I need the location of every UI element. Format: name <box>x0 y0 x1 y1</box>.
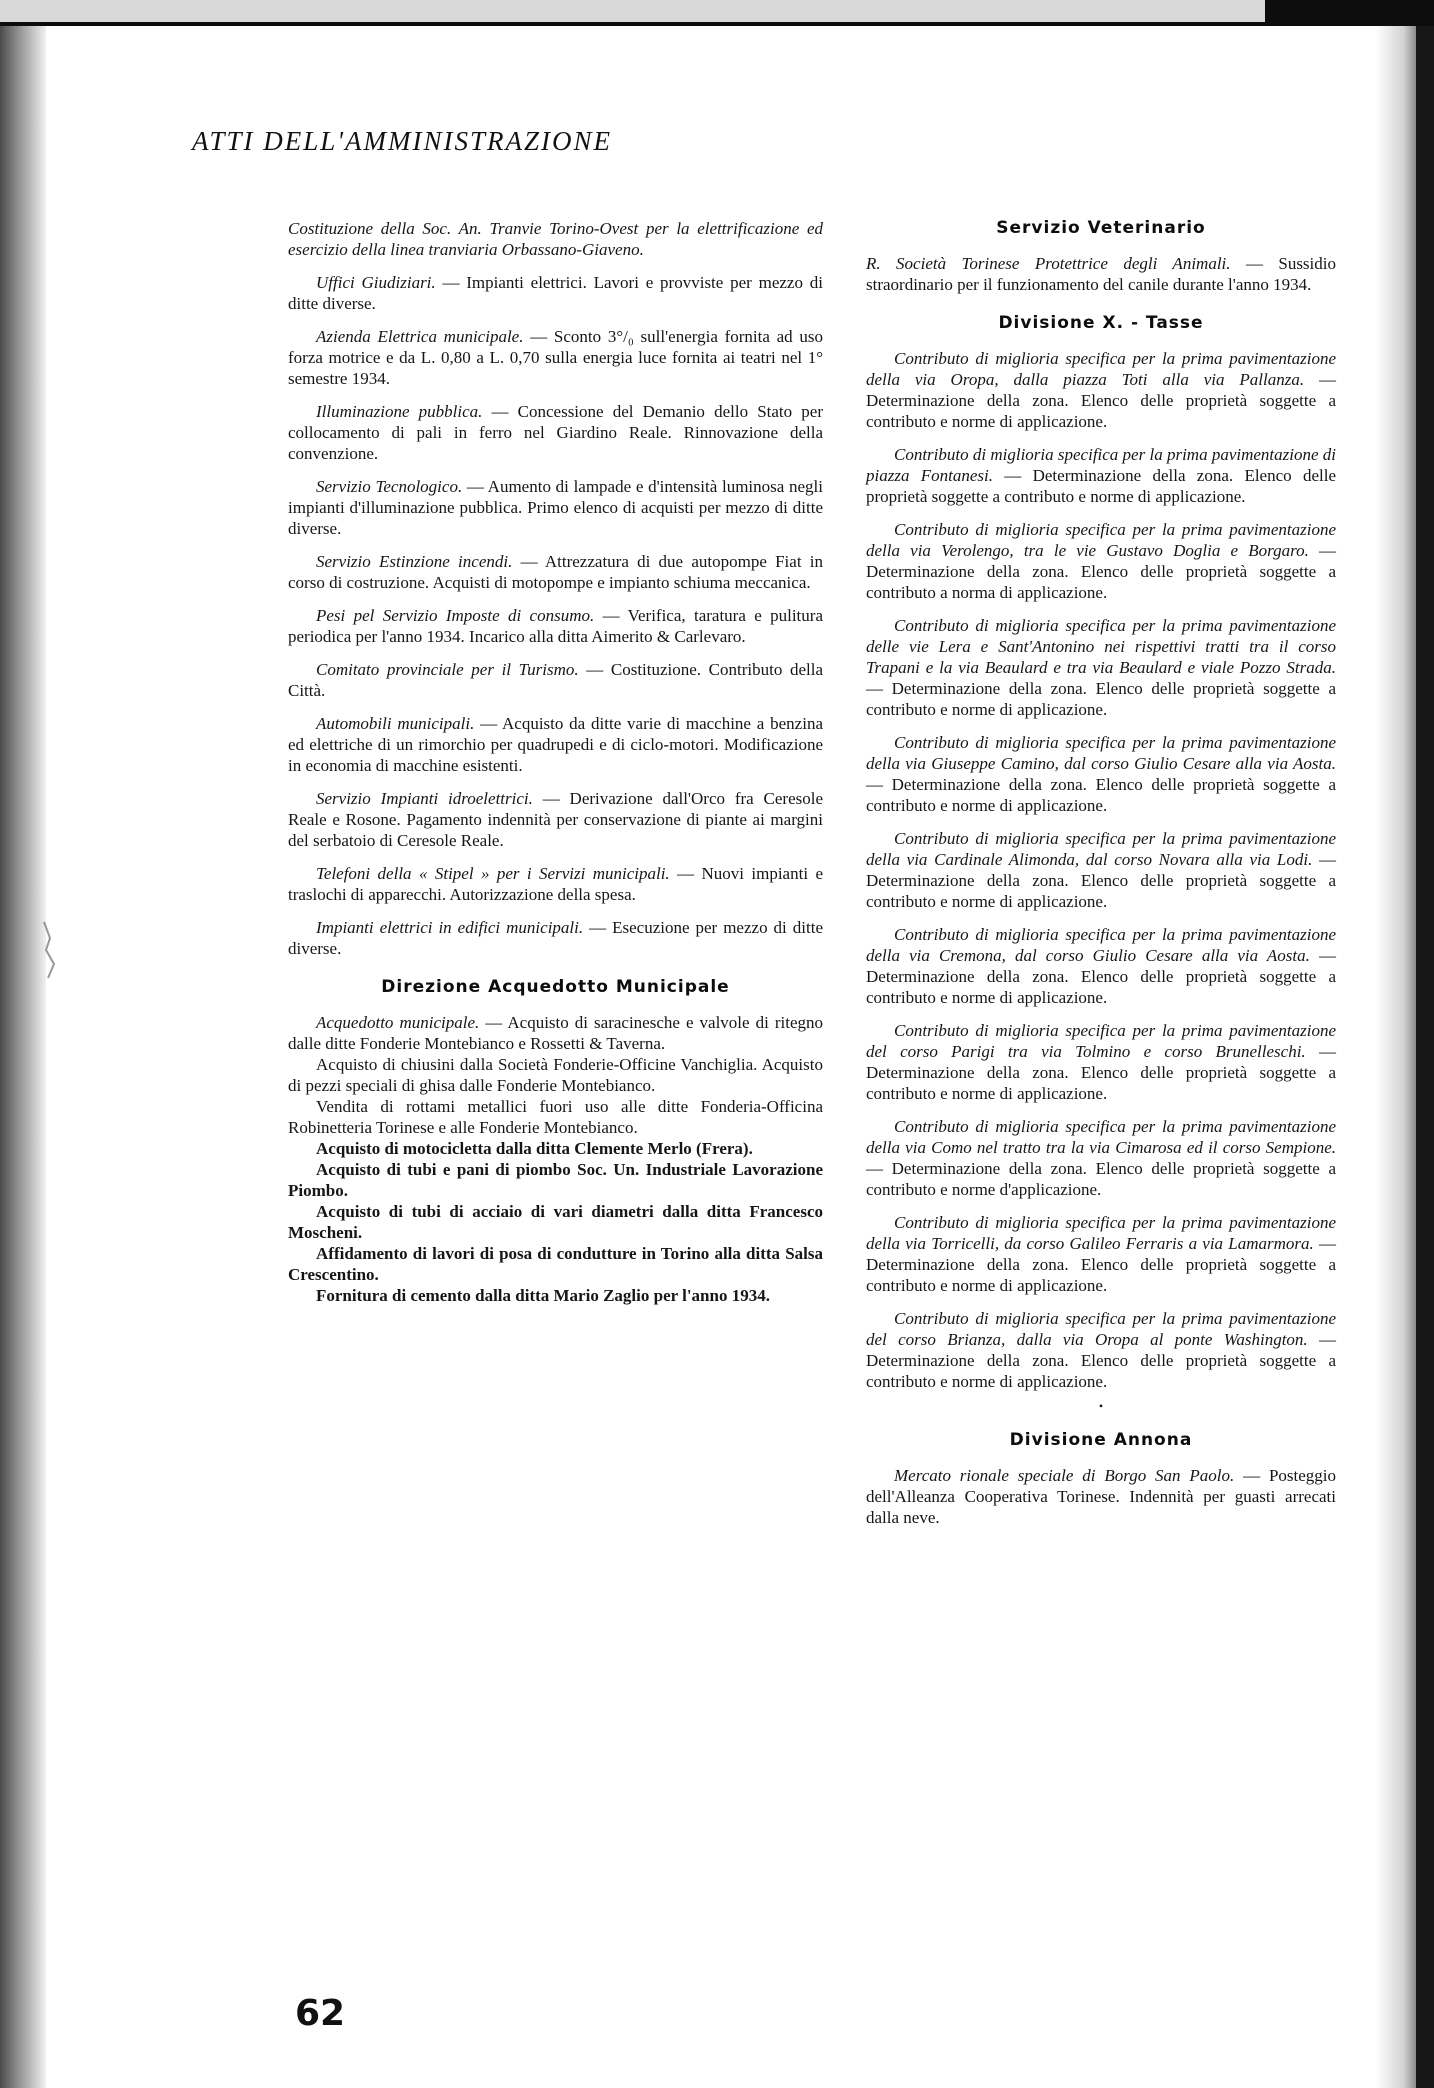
entry-lead: Impianti elettrici in edifici municipali. <box>316 918 584 937</box>
entry-text: — Nuovi impianti e traslochi di apparecchi. Autorizzazione della spesa. <box>288 864 823 904</box>
entry <box>288 605 823 647</box>
entry <box>866 1020 1336 1104</box>
entry <box>288 788 823 851</box>
section-heading-annona: Divisione Annona <box>1009 1430 1193 1450</box>
entry-lead: Contributo di miglioria specifica per la prima pavimentazione della via Verolengo, tra le vie Gustavo Doglia e Borgaro. <box>866 520 1336 560</box>
entry-lead: Acquedotto municipale. <box>316 1013 480 1032</box>
entry-text: — Determinazione della zona. Elenco delle proprietà soggette a contributo e norme di applicazione. <box>866 370 1336 431</box>
entry-lead: Contributo di miglioria specifica per la prima pavimentazione della via Torricelli, da corso Galileo Ferraris a via Lamarmora. <box>866 1213 1336 1253</box>
entry <box>288 1012 823 1054</box>
entry-lead: Uffici Giudiziari. <box>316 273 436 292</box>
entry <box>288 476 823 539</box>
entry-lead: Mercato rionale speciale di Borgo San Paolo. <box>894 1466 1235 1485</box>
entry-text: — Determinazione della zona. Elenco delle proprietà soggette a contributo e norme di applicazione. <box>866 850 1336 911</box>
scan-top-border <box>0 0 1434 26</box>
scan-right-border <box>1416 26 1434 2088</box>
entry-text: — Costituzione. Contributo della Città. <box>288 660 823 700</box>
entry-text: — Determinazione della zona. Elenco delle proprietà soggette a contributo e norme di applicazione. <box>866 1042 1336 1103</box>
list-item: Acquisto di motocicletta dalla ditta Clemente Merlo (Frera). <box>316 1139 753 1158</box>
entry-lead: Automobili municipali. <box>316 714 475 733</box>
entry-lead: Servizio Impianti idroelettrici. <box>316 789 533 808</box>
entry-text: — Sussidio straordinario per il funzionamento del canile durante l'anno 1934. <box>866 254 1336 294</box>
entry-lead: Contributo di miglioria specifica per la prima pavimentazione della via Como nel tratto tra la via Cimarosa ed il corso Sempione. <box>866 1117 1336 1157</box>
running-head: ATTI DELL'AMMINISTRAZIONE <box>192 126 613 156</box>
entry-lead: Telefoni della « Stipel » per i Servizi municipali. <box>316 864 670 883</box>
entry-lead: Contributo di miglioria specifica per la prima pavimentazione del corso Parigi tra via Tolmino e corso Brunelleschi. <box>866 1021 1336 1061</box>
entry <box>866 732 1336 816</box>
entry <box>866 615 1336 720</box>
entry <box>288 659 823 701</box>
entry-text: — Determinazione della zona. Elenco delle proprietà soggette a contributo e norme di applicazione. <box>866 1234 1337 1295</box>
entry <box>288 272 823 314</box>
entry-lead: Comitato provinciale per il Turismo. <box>316 660 579 679</box>
entry-lead: Contributo di miglioria specifica per la prima pavimentazione del corso Brianza, dalla via Oropa al ponte Washington. <box>866 1309 1336 1349</box>
list-item: Fornitura di cemento dalla ditta Mario Zaglio per l'anno 1934. <box>316 1286 770 1305</box>
entry-lead: Contributo di miglioria specifica per la prima pavimentazione della via Oropa, dalla piazza Toti alla via Pallanza. <box>866 349 1336 389</box>
entry-text: — Determinazione della zona. Elenco delle proprietà soggette a contributo e norme di applicazione. <box>866 679 1336 719</box>
page-mark <box>40 920 62 980</box>
entry-lead: Pesi pel Servizio Imposte di consumo. <box>316 606 595 625</box>
entry <box>288 713 823 776</box>
entry-text: — Attrezzatura di due autopompe Fiat in corso di costruzione. Acquisti di motopompe e impianto schiuma meccanica. <box>288 552 823 592</box>
entry-text: — Acquisto da ditte varie di macchine a benzina ed elettriche di un rimorchio per quadrupedi e di ciclo-motori. Modificazione in economia di macchine esistenti. <box>288 714 823 775</box>
section-heading-tasse: Divisione X. - Tasse <box>998 313 1204 333</box>
entry <box>866 253 1336 295</box>
entry-lead: Contributo di miglioria specifica per la prima pavimentazione della via Cremona, dal corso Giulio Cesare alla via Aosta. <box>866 925 1336 965</box>
entry-lead: Costituzione della Soc. An. Tranvie Torino-Ovest per la elettrificazione ed esercizio della linea tranviaria Orbassano-Giaveno. <box>288 219 823 259</box>
entry <box>866 348 1336 432</box>
right-column <box>866 218 1336 1540</box>
entry-lead: Illuminazione pubblica. <box>316 402 483 421</box>
entry-text: — Acquisto di saracinesche e valvole di ritegno dalle ditte Fonderie Montebianco e Rossetti & Taverna. <box>288 1013 823 1053</box>
list-item: Vendita di rottami metallici fuori uso alle ditte Fonderia-Officina Robinetteria Torinese e alle Fonderie Montebianco. <box>288 1097 823 1137</box>
list-item: Acquisto di chiusini dalla Società Fonderie-Officine Vanchiglia. Acquisto di pezzi speciali di ghisa dalle Fonderie Montebianco. <box>288 1055 823 1095</box>
entry-text: — Aumento di lampade e d'intensità luminosa negli impianti d'illuminazione pubblica. Primo elenco di acquisti per mezzo di ditte diverse. <box>288 477 823 538</box>
entry <box>866 1465 1336 1528</box>
entry <box>288 917 823 959</box>
entry-text: — Determinazione della zona. Elenco delle proprietà soggette a contributo a norma di applicazione. <box>866 541 1337 602</box>
entry-lead: Contributo di miglioria specifica per la prima pavimentazione di piazza Fontanesi. <box>866 445 1336 485</box>
entry <box>288 401 823 464</box>
entry <box>866 924 1336 1008</box>
entry-lead: R. Società Torinese Protettrice degli Animali. <box>866 254 1231 273</box>
section-heading-acquedotto: Direzione Acquedotto Municipale <box>381 977 730 997</box>
page-number: 62 <box>295 1993 346 2034</box>
entry <box>866 828 1336 912</box>
entry-lead: Contributo di miglioria specifica per la prima pavimentazione della via Giuseppe Camino, dal corso Giulio Cesare alla via Aosta. <box>866 733 1336 773</box>
entry-lead: Servizio Estinzione incendi. <box>316 552 513 571</box>
list-item: Affidamento di lavori di posa di condutture in Torino alla ditta Salsa Crescentino. <box>288 1244 823 1284</box>
entry <box>866 519 1336 603</box>
entry <box>288 326 823 389</box>
entry-text: — Determinazione della zona. Elenco delle proprietà soggette a contributo e norme di applicazione. <box>866 946 1337 1007</box>
entry <box>866 1308 1336 1392</box>
entry-text: — Sconto 3°/₀ sull'energia fornita ad uso forza motrice e da L. 0,80 a L. 0,70 sulla energia luce fornita ai teatri nel 1° semestre 1934. <box>288 327 823 388</box>
entry-text: — Derivazione dall'Orco fra Ceresole Reale e Rosone. Pagamento indennità per conservazione di piante ai margini del serbatoio di Ceresole Reale. <box>288 789 823 850</box>
entry <box>866 444 1336 507</box>
entry <box>866 1212 1336 1296</box>
entry-text: — Concessione del Demanio dello Stato per collocamento di pali in ferro nel Giardino Reale. Rinnovazione della convenzione. <box>288 402 823 463</box>
entry-text: — Determinazione della zona. Elenco delle proprietà soggette a contributo e norme di applicazione. <box>866 1330 1337 1391</box>
entry-lead: Azienda Elettrica municipale. <box>316 327 524 346</box>
left-column <box>288 218 823 1318</box>
entry-text: — Posteggio dell'Alleanza Cooperativa Torinese. Indennità per guasti arrecati dalla neve. <box>866 1466 1337 1527</box>
entry-lead: Contributo di miglioria specifica per la prima pavimentazione delle vie Lera e Sant'Antonino nei rispettivi tratti tra il corso Trapani e la via Beaulard e tra via Beaulard e viale Pozzo Strada. <box>866 616 1336 677</box>
entry <box>866 1116 1336 1200</box>
entry <box>288 863 823 905</box>
entry <box>288 551 823 593</box>
entry-text: — Determinazione della zona. Elenco delle proprietà soggette a contributo e norme di applicazione. <box>866 466 1336 506</box>
page-edge-shadow <box>1376 26 1416 2088</box>
entry-lead: Contributo di miglioria specifica per la prima pavimentazione della via Cardinale Alimonda, dal corso Novara alla via Lodi. <box>866 829 1336 869</box>
entry-lead: Servizio Tecnologico. <box>316 477 463 496</box>
entry-text: — Esecuzione per mezzo di ditte diverse. <box>288 918 823 958</box>
entry-text: — Determinazione della zona. Elenco delle proprietà soggette a contributo e norme di applicazione. <box>866 775 1336 815</box>
list-item: Acquisto di tubi e pani di piombo Soc. Un. Industriale Lavorazione Piombo. <box>288 1160 823 1200</box>
book-gutter <box>0 26 46 2088</box>
entry-text: — Verifica, taratura e pulitura periodica per l'anno 1934. Incarico alla ditta Aimerito & Carlevaro. <box>288 606 823 646</box>
entry <box>288 218 823 260</box>
separator-dot: • <box>1098 1399 1104 1413</box>
entry-text: — Determinazione della zona. Elenco delle proprietà soggette a contributo e norme d'applicazione. <box>866 1159 1336 1199</box>
section-heading-veterinario: Servizio Veterinario <box>996 218 1206 238</box>
entry-text: — Impianti elettrici. Lavori e provviste per mezzo di ditte diverse. <box>288 273 823 313</box>
list-item: Acquisto di tubi di acciaio di vari diametri dalla ditta Francesco Moscheni. <box>288 1202 823 1242</box>
